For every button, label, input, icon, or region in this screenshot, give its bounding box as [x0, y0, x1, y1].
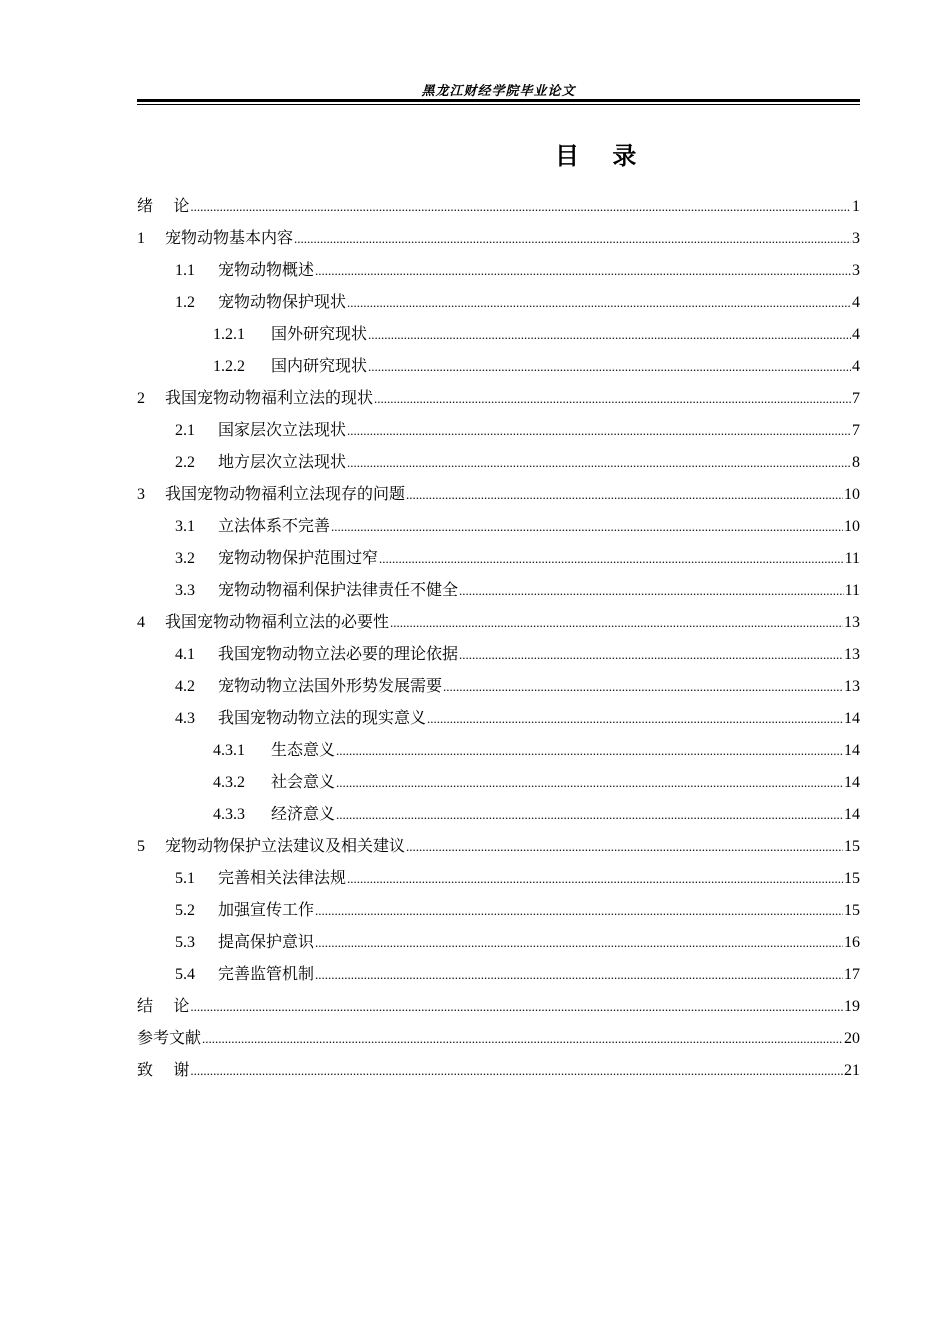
toc-entry-title: 我国宠物动物福利立法的现状: [165, 388, 374, 407]
toc-dot-leader: [331, 511, 843, 543]
toc-entry-title: 提高保护意识: [218, 932, 315, 951]
toc-entry-number: 1.2.1: [213, 326, 245, 343]
toc-entry-number: 1.2: [175, 294, 195, 311]
toc-entry-page-number: 4: [852, 326, 860, 343]
toc-entry-number: 4.2: [175, 678, 195, 695]
toc-entry[interactable]: [137, 1022, 860, 1054]
toc-entry-number: 2.2: [175, 454, 195, 471]
toc-entry[interactable]: [137, 446, 860, 478]
toc-entry[interactable]: [137, 574, 860, 606]
toc-entry[interactable]: [137, 318, 860, 350]
toc-entry-title: 我国宠物动物福利立法的必要性: [165, 612, 390, 631]
toc-entry[interactable]: [137, 926, 860, 958]
toc-entry-title: 我国宠物动物立法必要的理论依据: [218, 644, 459, 663]
toc-entry-title: 社会意义: [271, 772, 336, 791]
toc-entry[interactable]: [137, 894, 860, 926]
toc-entry-title: 宠物动物保护范围过窄: [218, 548, 379, 567]
toc-entry-page-number: 13: [844, 646, 860, 663]
toc-entry-number: 4: [137, 614, 145, 631]
toc-entry-number: 3.3: [175, 582, 195, 599]
toc-entry[interactable]: [137, 542, 860, 574]
toc-entry-page-number: 14: [844, 742, 860, 759]
toc-entry-page-number: 11: [844, 550, 860, 567]
toc-entry[interactable]: [137, 286, 860, 318]
toc-entry-title: 地方层次立法现状: [218, 452, 347, 471]
toc-entry-title: 宠物动物保护立法建议及相关建议: [165, 836, 406, 855]
toc-entry-page-number: 13: [844, 614, 860, 631]
toc-entry-page-number: 17: [844, 966, 860, 983]
toc-entry[interactable]: [137, 222, 860, 254]
toc-entry-number: 3.2: [175, 550, 195, 567]
toc-dot-leader: [347, 447, 851, 479]
toc-dot-leader: [379, 543, 844, 575]
toc-entry-number: 4.3.3: [213, 806, 245, 823]
toc-dot-leader: [315, 895, 843, 927]
toc-dot-leader: [202, 1023, 843, 1055]
toc-entry-title: 宠物动物基本内容: [165, 228, 294, 247]
toc-entry-number: 5.3: [175, 934, 195, 951]
toc-entry[interactable]: [137, 414, 860, 446]
toc-title: 目 录: [555, 142, 637, 170]
toc-entry-number: 1.2.2: [213, 358, 245, 375]
toc-entry-number: 4.3.1: [213, 742, 245, 759]
toc-dot-leader: [347, 863, 843, 895]
toc-entry-title: 我国宠物动物立法的现实意义: [218, 708, 427, 727]
toc-entry[interactable]: [137, 734, 860, 766]
toc-dot-leader: [368, 351, 851, 383]
toc-entry[interactable]: [137, 254, 860, 286]
toc-entry-number: 3.1: [175, 518, 195, 535]
toc-entry[interactable]: [137, 670, 860, 702]
toc-entry-page-number: 4: [852, 294, 860, 311]
toc-entry-number: 5.2: [175, 902, 195, 919]
toc-dot-leader: [294, 223, 851, 255]
toc-entry-number: 2.1: [175, 422, 195, 439]
toc-entry-page-number: 13: [844, 678, 860, 695]
toc-entry[interactable]: [137, 510, 860, 542]
toc-entry-title: 完善监管机制: [218, 964, 315, 983]
toc-dot-leader: [390, 607, 843, 639]
toc-entry-number: 5: [137, 838, 145, 855]
toc-entry-title: 结 论: [137, 996, 190, 1015]
toc-entry-page-number: 14: [844, 806, 860, 823]
table-of-contents: [137, 190, 860, 1086]
toc-entry-title: 完善相关法律法规: [218, 868, 347, 887]
toc-entry-title: 绪 论: [137, 196, 190, 215]
toc-dot-leader: [315, 927, 843, 959]
toc-entry-title: 我国宠物动物福利立法现存的问题: [165, 484, 406, 503]
toc-entry-page-number: 15: [844, 870, 860, 887]
toc-entry-title: 宠物动物立法国外形势发展需要: [218, 676, 443, 695]
toc-entry[interactable]: [137, 350, 860, 382]
toc-dot-leader: [459, 639, 843, 671]
toc-entry[interactable]: [137, 830, 860, 862]
toc-entry-number: 4.1: [175, 646, 195, 663]
toc-entry-title: 宠物动物福利保护法律责任不健全: [218, 580, 459, 599]
toc-entry-page-number: 20: [844, 1030, 860, 1047]
toc-entry-number: 1: [137, 230, 145, 247]
toc-entry-page-number: 15: [844, 902, 860, 919]
toc-entry-number: 2: [137, 390, 145, 407]
toc-dot-leader: [190, 1055, 843, 1087]
toc-entry-page-number: 11: [844, 582, 860, 599]
toc-entry-title: 参考文献: [137, 1028, 202, 1047]
toc-entry-page-number: 16: [844, 934, 860, 951]
toc-dot-leader: [336, 799, 843, 831]
toc-entry-title: 宠物动物概述: [218, 260, 315, 279]
toc-entry[interactable]: [137, 1054, 860, 1086]
toc-entry-title: 加强宣传工作: [218, 900, 315, 919]
toc-dot-leader: [336, 735, 843, 767]
toc-entry[interactable]: [137, 766, 860, 798]
toc-dot-leader: [427, 703, 843, 735]
toc-entry[interactable]: [137, 958, 860, 990]
header-rule-thin: [137, 104, 860, 105]
toc-entry-page-number: 15: [844, 838, 860, 855]
toc-entry-page-number: 10: [844, 518, 860, 535]
toc-entry-title: 生态意义: [271, 740, 336, 759]
toc-entry-page-number: 19: [844, 998, 860, 1015]
toc-entry[interactable]: [137, 190, 860, 222]
toc-dot-leader: [406, 479, 843, 511]
toc-entry-page-number: 7: [852, 390, 860, 407]
toc-entry[interactable]: [137, 798, 860, 830]
toc-entry-title: 国外研究现状: [271, 324, 368, 343]
running-header: 黑龙江财经学院毕业论文: [421, 84, 576, 99]
header-rule-thick: [137, 99, 860, 102]
toc-entry-page-number: 14: [844, 710, 860, 727]
toc-entry-title: 宠物动物保护现状: [218, 292, 347, 311]
toc-entry-page-number: 14: [844, 774, 860, 791]
toc-dot-leader: [190, 191, 851, 223]
toc-entry[interactable]: [137, 862, 860, 894]
toc-entry-page-number: 3: [852, 230, 860, 247]
toc-entry-page-number: 4: [852, 358, 860, 375]
toc-entry-number: 4.3: [175, 710, 195, 727]
toc-entry[interactable]: [137, 638, 860, 670]
toc-entry-title: 致 谢: [137, 1060, 190, 1079]
toc-entry[interactable]: [137, 382, 860, 414]
toc-dot-leader: [368, 319, 851, 351]
toc-dot-leader: [315, 255, 851, 287]
toc-entry-title: 立法体系不完善: [218, 516, 331, 535]
toc-entry-page-number: 10: [844, 486, 860, 503]
toc-dot-leader: [190, 991, 843, 1023]
toc-entry-number: 5.4: [175, 966, 195, 983]
toc-dot-leader: [315, 959, 843, 991]
toc-dot-leader: [374, 383, 851, 415]
toc-dot-leader: [459, 575, 844, 607]
toc-dot-leader: [347, 287, 851, 319]
toc-entry[interactable]: [137, 606, 860, 638]
toc-entry-page-number: 8: [852, 454, 860, 471]
toc-dot-leader: [336, 767, 843, 799]
toc-dot-leader: [347, 415, 851, 447]
toc-entry[interactable]: [137, 478, 860, 510]
toc-entry-number: 3: [137, 486, 145, 503]
toc-entry[interactable]: [137, 702, 860, 734]
toc-entry[interactable]: [137, 990, 860, 1022]
toc-entry-page-number: 1: [852, 198, 860, 215]
toc-dot-leader: [443, 671, 843, 703]
toc-entry-number: 5.1: [175, 870, 195, 887]
toc-entry-number: 4.3.2: [213, 774, 245, 791]
toc-entry-title: 国家层次立法现状: [218, 420, 347, 439]
toc-dot-leader: [406, 831, 843, 863]
toc-entry-page-number: 7: [852, 422, 860, 439]
toc-entry-title: 国内研究现状: [271, 356, 368, 375]
toc-entry-page-number: 21: [844, 1062, 860, 1079]
toc-entry-title: 经济意义: [271, 804, 336, 823]
toc-entry-number: 1.1: [175, 262, 195, 279]
toc-entry-page-number: 3: [852, 262, 860, 279]
